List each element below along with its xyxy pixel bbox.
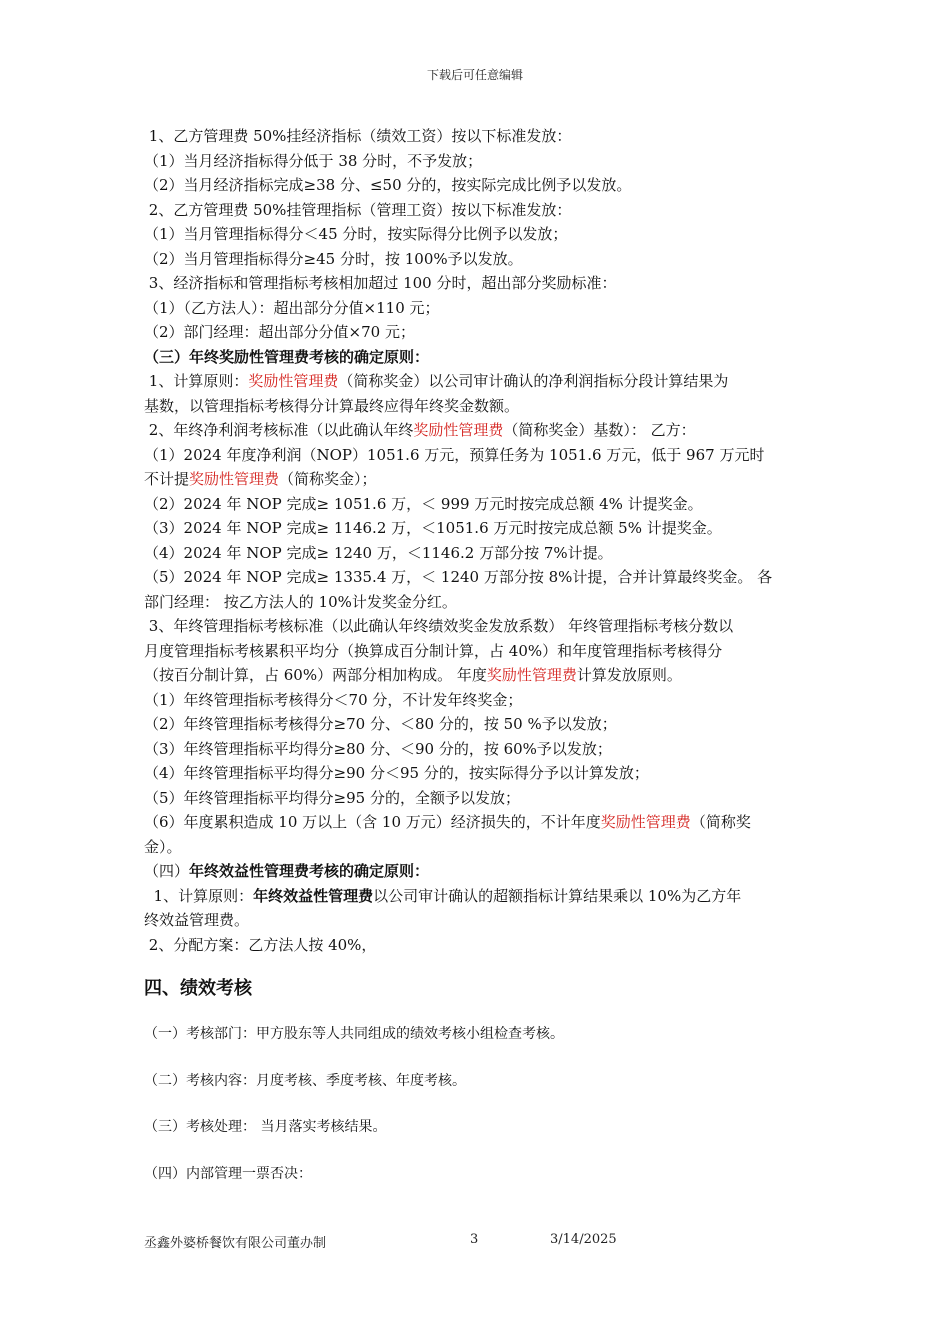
paragraph-line xyxy=(144,369,808,394)
paragraph-line xyxy=(144,884,808,909)
line-text: （简称奖金）基数）： 乙方： xyxy=(503,421,696,439)
paragraph-line: （2）2024 年 NOP 完成≥ 1051.6 万，＜ 999 万元时按完成总额 4% 计提奖金。 xyxy=(144,494,703,513)
highlight-term: 奖励性管理费 xyxy=(189,470,280,488)
paragraph-line: （4）2024 年 NOP 完成≥ 1240 万，＜1146.2 万部分按 7%计提。 xyxy=(144,543,613,562)
line-text: （四） xyxy=(144,862,190,880)
highlight-term: 奖励性管理费 xyxy=(600,813,691,831)
paragraph-line: （3）年终管理指标平均得分≥80 分、＜90 分的，按 60%予以发放； xyxy=(144,739,612,758)
paragraph-line: （1）当月经济指标得分低于 38 分时，不予发放； xyxy=(144,151,483,170)
section-paragraph: （二）考核内容：月度考核、季度考核、年度考核。 xyxy=(144,1072,466,1089)
paragraph-line: 基数，以管理指标考核得分计算最终应得年终奖金数额。 xyxy=(144,396,520,415)
paragraph-line: （1）当月管理指标得分＜45 分时，按实际得分比例予以发放； xyxy=(144,225,568,243)
line-text: 以公司审计确认的超额指标计算结果乘以 10%为乙方年 xyxy=(373,886,742,905)
highlight-term: 奖励性管理费 xyxy=(486,666,577,684)
document-body xyxy=(144,124,808,1186)
highlight-term: 奖励性管理费 xyxy=(248,372,339,390)
paragraph-line: 金）。 xyxy=(144,837,182,856)
paragraph-line xyxy=(144,124,808,149)
line-text: 不计提 xyxy=(144,470,190,488)
line-text: 计算发放原则。 xyxy=(576,666,682,684)
paragraph-line xyxy=(144,663,808,688)
paragraph-line xyxy=(144,271,808,296)
heading-text: 年终效益性管理费考核的确定原则： xyxy=(189,862,430,880)
page-header: 下载后可任意编辑 xyxy=(426,68,523,82)
line-text: 1、计算原则： xyxy=(153,886,254,905)
paragraph-line: 部门经理： 按乙方法人的 10%计发奖金分红。 xyxy=(144,592,457,611)
paragraph-line xyxy=(144,614,808,639)
bold-term: 年终效益性管理费 xyxy=(253,886,374,905)
line-text: （简称奖金）； xyxy=(279,470,377,488)
paragraph-line xyxy=(144,810,808,835)
line-text: （简称奖 xyxy=(690,813,751,831)
paragraph-line: （2）当月管理指标得分≥45 分时，按 100%予以发放。 xyxy=(144,249,523,268)
section-title: 四、绩效考核 xyxy=(144,978,252,999)
paragraph-line: （5）2024 年 NOP 完成≥ 1335.4 万，＜ 1240 万部分按 8%计提，合并计算最终奖金。 各 xyxy=(144,568,773,586)
footer-page-number: 3 xyxy=(470,1232,479,1247)
footer-date: 3/14/2025 xyxy=(550,1232,617,1247)
paragraph-line: （5）年终管理指标平均得分≥95 分的，全额予以发放； xyxy=(144,788,520,807)
line-text: 1、乙方管理费 50%挂经济指标（绩效工资）按以下标准发放： xyxy=(148,127,572,145)
section-paragraph: （一）考核部门：甲方股东等人共同组成的绩效考核小组检查考核。 xyxy=(144,1026,564,1042)
section-paragraph: （三）考核处理： 当月落实考核结果。 xyxy=(144,1119,387,1135)
paragraph-line xyxy=(144,198,808,223)
footer-company: 丞鑫外婆桥餐饮有限公司董办制 xyxy=(144,1236,327,1251)
paragraph-line: （1）年终管理指标考核得分＜70 分，不计发年终奖金； xyxy=(144,690,523,709)
line-text: 2、分配方案：乙方法人按 40%， xyxy=(148,935,377,954)
paragraph-line: （1）（乙方法人）：超出部分分值×110 元； xyxy=(144,298,440,317)
paragraph-line: （2）部门经理：超出部分分值×70 元； xyxy=(144,323,415,341)
paragraph-line: （1）2024 年度净利润（NOP）1051.6 万元，预算任务为 1051.6 万元，低于 967 万元时 xyxy=(144,445,765,464)
paragraph-line: 终效益管理费。 xyxy=(144,911,250,929)
line-text: 2、乙方管理费 50%挂管理指标（管理工资）按以下标准发放： xyxy=(148,200,572,219)
line-text: 2、年终净利润考核标准（以此确认年终 xyxy=(148,421,414,439)
paragraph-line: （2）年终管理指标考核得分≥70 分、＜80 分的，按 50 %予以发放； xyxy=(144,715,617,733)
paragraph-line xyxy=(144,467,808,492)
line-text: 1、计算原则： xyxy=(148,372,249,390)
highlight-term: 奖励性管理费 xyxy=(413,421,504,439)
paragraph-line xyxy=(144,933,808,958)
subsection-heading xyxy=(144,859,808,884)
subsection-heading: （三）年终奖励性管理费考核的确定原则： xyxy=(144,347,430,366)
paragraph-line: （3）2024 年 NOP 完成≥ 1146.2 万，＜1051.6 万元时按完成总额 5% 计提奖金。 xyxy=(144,519,722,537)
paragraph-line: 月度管理指标考核累积平均分（换算成百分制计算，占 40%）和年度管理指标考核得分 xyxy=(144,641,723,660)
paragraph-line: （2）当月经济指标完成≥38 分、≤50 分的，按实际完成比例予以发放。 xyxy=(144,176,632,194)
line-text: 3、年终管理指标考核标准（以此确认年终绩效奖金发放系数） 年终管理指标考核分数以 xyxy=(148,617,734,635)
line-text: （6）年度累积造成 10 万以上（含 10 万元）经济损失的，不计年度 xyxy=(144,813,601,831)
line-text: （简称奖金）以公司审计确认的净利润指标分段计算结果为 xyxy=(338,372,729,390)
line-text: 3、经济指标和管理指标考核相加超过 100 分时，超出部分奖励标准： xyxy=(148,274,617,292)
paragraph-line xyxy=(144,418,808,443)
paragraph-line: （4）年终管理指标平均得分≥90 分＜95 分的，按实际得分予以计算发放； xyxy=(144,764,649,782)
section-paragraph: （四）内部管理一票否决： xyxy=(144,1165,312,1182)
line-text: （按百分制计算，占 60%）两部分相加构成。 年度 xyxy=(144,666,487,684)
